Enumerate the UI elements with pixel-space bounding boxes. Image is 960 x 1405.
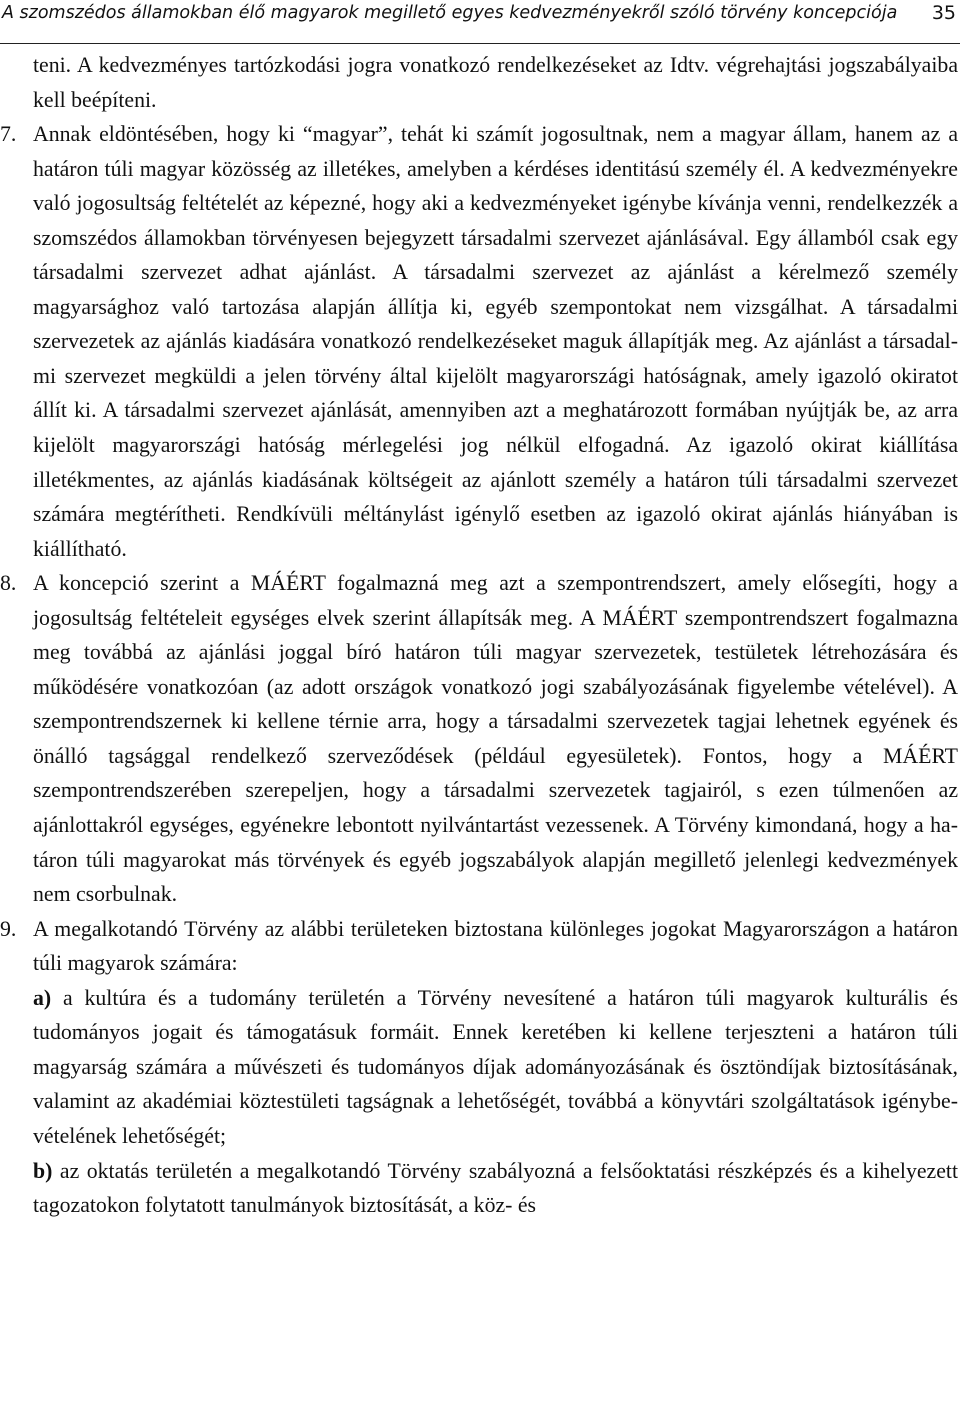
numbered-item-9 xyxy=(0,912,958,1223)
item-number: 8. xyxy=(0,571,17,596)
subitem-label: b) xyxy=(33,1158,53,1183)
numbered-item-7 xyxy=(0,117,958,566)
running-header-title: A szomszédos államokban élő magyarok megillető egyes kedvezményekről szóló törvény koncepciója xyxy=(2,3,898,23)
subitem-text: az oktatás területén a megalkotandó Törvény szabályozná a felsőoktatási részképzés és a kihelyezett tagozatokon folytatott tanulmányok biztosítását, a köz- és xyxy=(33,1158,958,1218)
subitem-b xyxy=(33,1154,958,1223)
subitem-a xyxy=(33,981,958,1154)
page-number: 35 xyxy=(931,2,956,24)
numbered-item-8 xyxy=(0,566,958,911)
item-number: 7. xyxy=(0,122,17,147)
subitem-label: a) xyxy=(33,985,52,1010)
subitem-text: a kultúra és a tudomány területén a Törvény nevesítené a határon túli magyarok kulturális és tudományos jogait és támogatásuk formáit. Ennek keretében ki kellene terjeszteni a határon túli magyarság számára a művészeti és tudományos díjak adományozásának és ösztöndíjak biztosításának, valamint az akadémiai köztestületi tagságnak a lehetőségét, továbbá a könyvtári szolgáltatások igénybevételének lehetőségét; xyxy=(33,985,958,1148)
item-text: A koncepció szerint a MÁÉRT fogalmazná meg azt a szempontrendszert, amely elősegíti, hogy a jogosultság feltételeit egységes elvek szerint állapítsák meg. A MÁÉRT szempontrendszert fogalmazna meg továbbá az ajánlási joggal bíró határon túli magyar szervezetek, testületek létrehozására és működésére vonatkozóan (az adott országok vonatkozó jogi szabályozásának figyelembe vételével). A szempontrendszernek ki kellene térnie arra, hogy a társadalmi szervezetek tagjai lehetnek egyének és önálló tagsággal rendelkező szerveződések (például egyesületek). Fontos, hogy a MÁÉRT szempontrendszerében szerepeljen, hogy a társadalmi szervezetek tagjairól, s ezen túlmenően az ajánlottakról egységes, egyénekre lebontott nyilvántartást vezessenek. A Törvény kimondaná, hogy a határon túli magyarokat más törvények és egyéb jogszabályok alapján megillető jelenlegi kedvezmények nem csorbulnak. xyxy=(33,571,958,907)
continuation-paragraph: teni. A kedvezményes tartózkodási jogra vonatkozó rendelkezéseket az Idtv. végrehajtási jogszabályaiba kell beépíteni. xyxy=(33,53,958,112)
page-body xyxy=(0,48,958,1223)
item-text: Annak eldöntésében, hogy ki “magyar”, tehát ki számít jogosultnak, nem a magyar állam, hanem az a határon túli magyar közösség az illetékes, amelyben a kérdéses identitású személy él. A kedvezményekre való jogosultság feltételét az képezné, hogy aki a kedvezményeket igénybe kívánja venni, rendelkezzék a szomszédos államokban törvényesen bejegyzett társadalmi szervezet ajánlásával. Egy államból csak egy társadalmi szervezet adhat ajánlást. A társadalmi szervezet az ajánlást a kérelmező személy magyarsághoz való tartozása alapján állítja ki, egyéb szempontokat nem vizsgálhat. A társadalmi szervezetek az ajánlás kiadására vonatkozó rendelkezéseket maguk állapítják meg. Az ajánlást a társadalmi szervezet megküldi a jelen törvény által kijelölt magyarországi hatóságnak, amely igazoló okiratot állít ki. A társadalmi szervezet ajánlását, amennyiben azt a meghatározott formában nyújtják be, az arra kijelölt magyarországi hatóság mérlegelési jog nélkül elfogadná. Az igazoló okirat kiállítása illetékmentes, az ajánlás kiadásának költségeit az ajánlott személy a határon túli társadalmi szervezet számára megtérítheti. Rendkívüli méltánylást igénylő esetben az igazoló okirat ajánlás hiányában is kiállítható. xyxy=(33,122,958,561)
item-number: 9. xyxy=(0,916,17,941)
running-header xyxy=(0,0,960,44)
item-text: A megalkotandó Törvény az alábbi területeken biztostana különleges jogokat Magyarországon a határon túli magyarok számára: xyxy=(33,916,958,976)
